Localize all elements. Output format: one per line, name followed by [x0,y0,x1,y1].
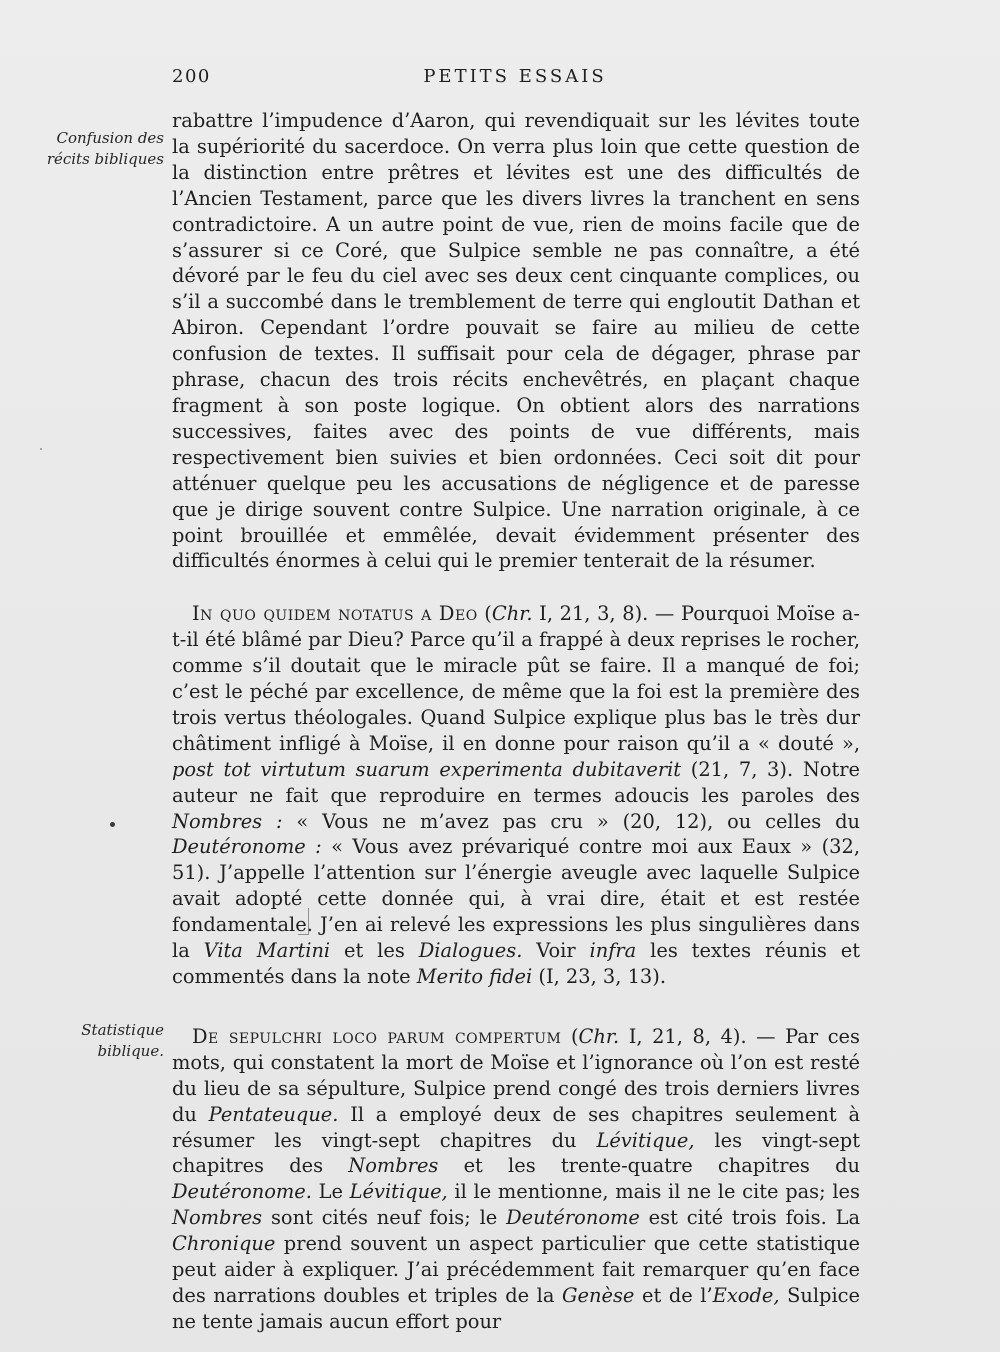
lemma-in-quo-quidem: In quo quidem notatus a Deo [192,602,478,626]
margin-note-confusion: Confusion des récits bibliques [46,129,164,168]
ref-chr: Chr. [491,602,533,626]
page-header [172,66,858,94]
paragraph-1: rabattre l’impudence d’Aaron, qui revendiquait sur les lévites toute la supériorité du sacerdoce. On verra plus loin que cette question de la distinction entre prêtres et lévites est une des difficultés de l’Ancien Testament, parce que les divers livres la tranchent en sens contradictoire. A un autre point de vue, rien de moins facile que de s’assurer si ce Coré, que Sulpice semble ne pas connaître, a été dévoré par le feu du ciel avec ses deux cent cinquante complices, ou s’il a succombé dans le tremblement de terre qui engloutit Dathan et Abiron. Cependant l’ordre pouvait se faire au milieu de cette confusion de textes. Il suffisait pour cela de dégager, phrase par phrase, chacun des trois récits enchevêtrés, en plaçant chaque fragment à son poste logique. On obtient alors des narrations successives, faites avec des points de vue différents, mais respectivement bien suivies et bien ordonnées. Ceci soit dit pour atténuer quelque peu les accusations de négligence et de paresse que je dirige souvent contre Sulpice. Une narration originale, à ce point brouillée et emmêlée, devait évidemment présenter des difficultés énormes à celui qui le premier tenterait de la résumer. [172,109,860,573]
ink-speck [110,822,115,827]
ink-speck [40,448,42,450]
body-text [172,108,860,1335]
pencil-mark [298,908,309,935]
latin-quote: post tot virtutum suarum experimenta dubitaverit [172,757,682,781]
paragraph-3: De sepulchri loco parum compertum (Chr. I, 21, 8, 4). — Par ces mots, qui constatent la mort de Moïse et l’ignorance où l’on est resté du lieu de sa sépulture, Sulpice prend congé des trois derniers livres du Pentateuque. Il a employé deux de ses chapitres seulement à résumer les vingt-sept chapitres du Lévitique, les vingt-sept chapitres des Nombres et les trente-quatre chapitres du Deutéronome. Le Lévitique, il le mentionne, mais il ne le cite pas; les Nombres sont cités neuf fois; le Deutéronome est cité trois fois. La Chronique prend souvent un aspect particulier que cette statistique peut aider à expliquer. J’ai précédemment fait remarquer qu’en face des narrations doubles et triples de la Genèse et de l’Exode, Sulpice ne tente jamais aucun effort pour [172,1024,861,1333]
paragraph-2: In quo quidem notatus a Deo (Chr. I, 21, 3, 8). — Pourquoi Moïse a-t-il été blâmé par Dieu? Parce qu’il a frappé à deux reprises le rocher, comme s’il doutait que le miracle pût se faire. Il a manqué de foi; c’est le péché par excellence, de même que la foi est la première des trois vertus théologales. Quand Sulpice explique plus bas le très dur châtiment infligé à Moïse, il en donne pour raison qu’il a « douté », post tot virtutum suarum experimenta dubitaverit (21, 7, 3). Notre auteur ne fait que reproduire en termes adoucis les paroles des Nombres : « Vous ne m’avez pas cru » (20, 12), ou celles du Deutéronome : « Vous avez prévariqué contre moi aux Eaux » (32, 51). J’appelle l’attention sur l’énergie aveugle avec laquelle Sulpice avait adopté cette donnée qui, à vrai dire, était et est restée fondamentale. J’en ai relevé les expressions les plus singulières dans la Vita Martini et les Dialogues. Voir infra les textes réunis et commentés dans la note Merito fidei (I, 23, 3, 13). [172,602,860,988]
lemma-de-sepulchri: De sepulchri loco parum compertum [192,1024,562,1048]
running-title: PETITS ESSAIS [423,66,607,87]
margin-note-statistique: Statistique biblique. [81,1021,164,1060]
page-number: 200 [172,66,211,87]
